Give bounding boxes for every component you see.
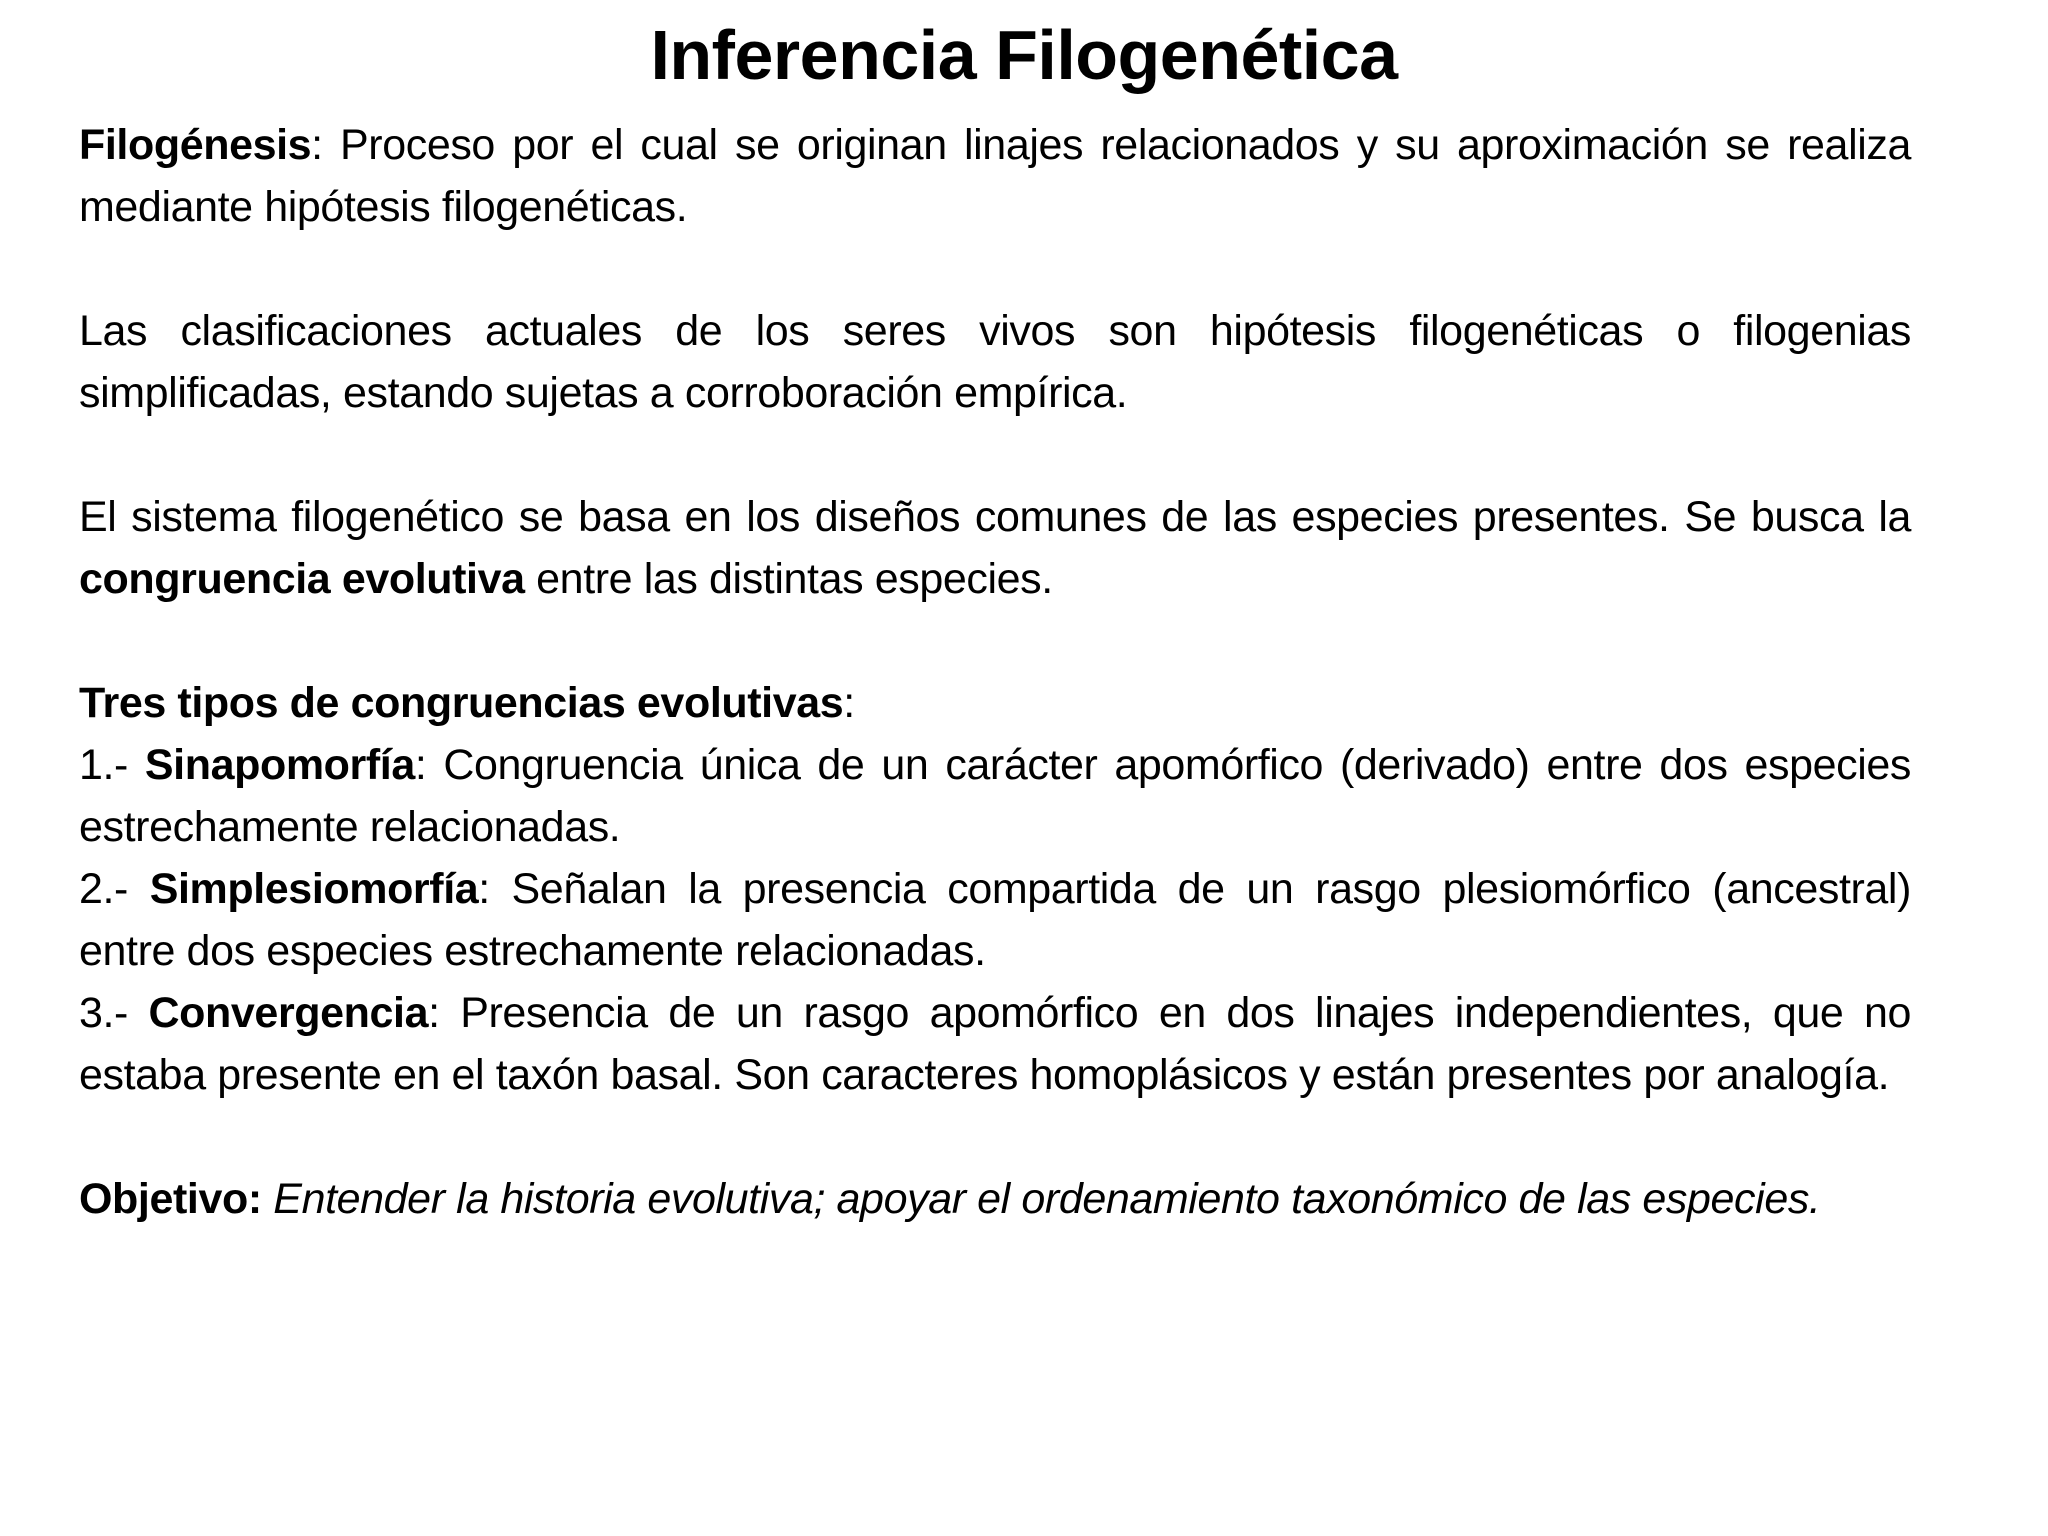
types-heading-separator: : bbox=[843, 679, 855, 727]
objective-text: Entender la historia evolutiva; apoyar el ordenamiento taxonómico de las especies. bbox=[261, 1175, 1821, 1223]
paragraph-text: Proceso por el cual se originan linajes relacionados y su aproximación se realiza mediante hipótesis filogenéticas. bbox=[79, 121, 1911, 231]
objective-label: Objetivo: bbox=[79, 1175, 262, 1223]
term-separator: : bbox=[414, 741, 427, 789]
term-sinapomorfia: Sinapomorfía bbox=[144, 741, 415, 789]
list-item-sinapomorfia bbox=[79, 734, 1911, 858]
term-separator: : bbox=[428, 989, 440, 1037]
slide-title: Inferencia Filogenética bbox=[650, 16, 1398, 94]
types-heading bbox=[79, 672, 1911, 734]
list-item-text: Señalan la presencia compartida de un rasgo plesiomórfico (ancestral) entre dos especies estrechamente relacionadas. bbox=[79, 865, 1912, 975]
slide-content bbox=[79, 114, 1911, 1230]
paragraph-sistema-filogenetico bbox=[79, 486, 1911, 610]
paragraph-text: Las clasificaciones actuales de los seres vivos son hipótesis filogenéticas o filogenias simplificadas, estando sujetas a corroboración empírica. bbox=[79, 307, 1911, 417]
list-item-number: 2.- bbox=[79, 865, 150, 913]
types-heading-text: Tres tipos de congruencias evolutivas bbox=[79, 679, 844, 727]
spacer bbox=[79, 238, 1911, 300]
paragraph-text: El sistema filogenético se basa en los diseños comunes de las especies presentes. Se busca la bbox=[79, 493, 1911, 541]
paragraph-objetivo bbox=[79, 1168, 1911, 1230]
list-item-convergencia bbox=[79, 982, 1911, 1106]
term-separator: : bbox=[478, 865, 490, 913]
paragraph-filogenesis bbox=[79, 114, 1911, 238]
term-simplesiomorfia: Simplesiomorfía bbox=[149, 865, 479, 913]
term-congruencia-evolutiva: congruencia evolutiva bbox=[79, 555, 525, 603]
term-separator: : bbox=[311, 121, 323, 169]
paragraph-text: entre las distintas especies. bbox=[524, 555, 1053, 603]
spacer bbox=[79, 424, 1911, 486]
list-item-simplesiomorfia bbox=[79, 858, 1911, 982]
term-convergencia: Convergencia bbox=[148, 989, 429, 1037]
list-item-number: 3.- bbox=[79, 989, 149, 1037]
list-item-number: 1.- bbox=[79, 741, 145, 789]
spacer bbox=[79, 610, 1911, 672]
list-item-text: Congruencia única de un carácter apomórfico (derivado) entre dos especies estrechamente relacionadas. bbox=[79, 741, 1911, 851]
list-item-text: Presencia de un rasgo apomórfico en dos linajes independientes, que no estaba presente en el taxón basal. Son caracteres homoplásicos y están presentes por analogía. bbox=[79, 989, 1911, 1099]
spacer bbox=[79, 1106, 1911, 1168]
paragraph-clasificaciones bbox=[79, 300, 1911, 424]
term-filogenesis: Filogénesis bbox=[79, 121, 312, 169]
